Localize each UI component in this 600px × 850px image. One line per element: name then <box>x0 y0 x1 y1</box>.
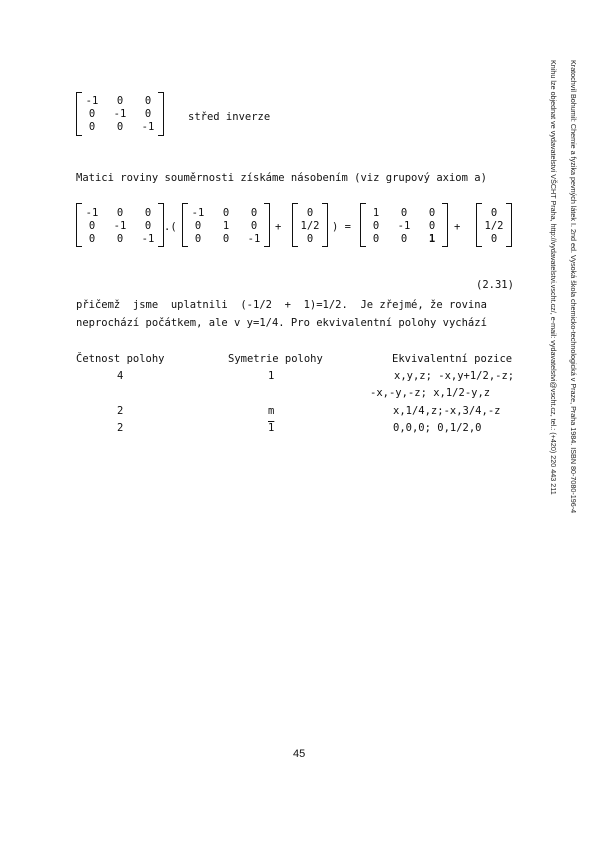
vector-cell: 0 <box>490 233 498 245</box>
table-cell-multiplicity: 2 <box>117 405 124 417</box>
matrix-cell: 0 <box>372 233 380 245</box>
close-paren-equals: ) = <box>332 221 351 233</box>
equation-vector-1 <box>292 203 328 247</box>
matrix-cell: 0 <box>428 207 436 219</box>
matrix-cell: 1 <box>372 207 380 219</box>
table-cell-multiplicity: 2 <box>117 422 124 434</box>
table-cell-positions: -x,-y,-z; x,1/2-y,z <box>370 387 491 399</box>
matrix-cell: 0 <box>400 207 408 219</box>
table-cell-positions: x,1/4,z;-x,3/4,-z <box>393 405 501 417</box>
equation-matrix-1 <box>76 203 164 247</box>
matrix-cell: -1 <box>85 207 99 219</box>
matrix-cell: -1 <box>191 207 205 219</box>
table-cell-positions: x,y,z; -x,y+1/2,-z; <box>394 370 515 382</box>
matrix-cell: -1 <box>141 121 155 133</box>
matrix-cell: -1 <box>397 220 411 232</box>
page-number: 45 <box>293 748 306 760</box>
matrix-cell: -1 <box>85 95 99 107</box>
matrix-cell: 0 <box>116 121 124 133</box>
matrix-cell: 0 <box>250 207 258 219</box>
vector-cell: 1/2 <box>300 220 320 232</box>
inversion-matrix <box>76 92 164 136</box>
matrix-cell: -1 <box>141 233 155 245</box>
matrix-cell: -1 <box>247 233 261 245</box>
vector-cell: 0 <box>490 207 498 219</box>
table-header-positions: Ekvivalentní pozice <box>392 353 513 365</box>
vector-cell: 0 <box>306 233 314 245</box>
matrix-cell: 0 <box>116 95 124 107</box>
matrix-cell: 0 <box>250 220 258 232</box>
dot-open-paren: .( <box>164 221 177 233</box>
sidebar-line: Knihu lze objednat ve vydavatelství VŠCHT Praha, http://vydavatelstvi.vscht.cz/, e-mail: vydavatelstvi@vscht.cz, tel.: (+420) 220 443 211 <box>549 60 558 495</box>
matrix-cell: -1 <box>113 108 127 120</box>
paragraph-line: neprochází počátkem, ale v y=1/4. Pro ekvivalentní polohy vychází <box>76 317 487 329</box>
table-cell-positions: 0,0,0; 0,1/2,0 <box>393 422 482 434</box>
inversion-label: střed inverze <box>188 111 271 123</box>
matrix-cell: 0 <box>194 220 202 232</box>
plus-sign: + <box>454 221 461 233</box>
matrix-cell: 0 <box>144 108 152 120</box>
matrix-cell: 0 <box>88 108 96 120</box>
matrix-cell: 0 <box>428 220 436 232</box>
equation-matrix-3 <box>360 203 448 247</box>
table-cell-symmetry-inversion: 1 <box>268 422 275 434</box>
vector-cell: 0 <box>306 207 314 219</box>
matrix-cell: 0 <box>88 233 96 245</box>
matrix-cell: 1 <box>428 233 436 245</box>
matrix-cell: 0 <box>144 95 152 107</box>
sentence-mirror-plane: Matici roviny souměrnosti získáme násobením (viz grupový axiom a) <box>76 172 487 184</box>
equation-matrix-2 <box>182 203 270 247</box>
matrix-cell: 1 <box>222 220 230 232</box>
sidebar-line: Kratochvíl Bohumil: Chemie a fyzika pevných látek I. 2nd ed. Vysoká škola chemicko-technologická v Praze, Praha 1984. ISBN 80-7080-196-4 <box>569 60 578 514</box>
matrix-cell: 0 <box>144 220 152 232</box>
copyright-sidebar <box>538 60 588 513</box>
table-cell-symmetry: m <box>268 405 275 417</box>
table-cell-symmetry: 1 <box>268 370 275 382</box>
equation-vector-2 <box>476 203 512 247</box>
equation-number: (2.31) <box>476 279 514 291</box>
matrix-cell: 0 <box>116 233 124 245</box>
matrix-cell: 0 <box>88 121 96 133</box>
matrix-cell: 0 <box>88 220 96 232</box>
plus-sign: + <box>275 221 282 233</box>
paragraph-line: přičemž jsme uplatnili (-1/2 + 1)=1/2. Je zřejmé, že rovina <box>76 299 487 311</box>
matrix-cell: 0 <box>116 207 124 219</box>
matrix-cell: 0 <box>372 220 380 232</box>
table-header-multiplicity: Četnost polohy <box>76 353 165 365</box>
table-header-symmetry: Symetrie polohy <box>228 353 323 365</box>
matrix-cell: 0 <box>400 233 408 245</box>
vector-cell: 1/2 <box>484 220 504 232</box>
matrix-cell: 0 <box>194 233 202 245</box>
matrix-cell: 0 <box>222 207 230 219</box>
table-cell-multiplicity: 4 <box>117 370 124 382</box>
matrix-cell: -1 <box>113 220 127 232</box>
matrix-cell: 0 <box>222 233 230 245</box>
matrix-cell: 0 <box>144 207 152 219</box>
